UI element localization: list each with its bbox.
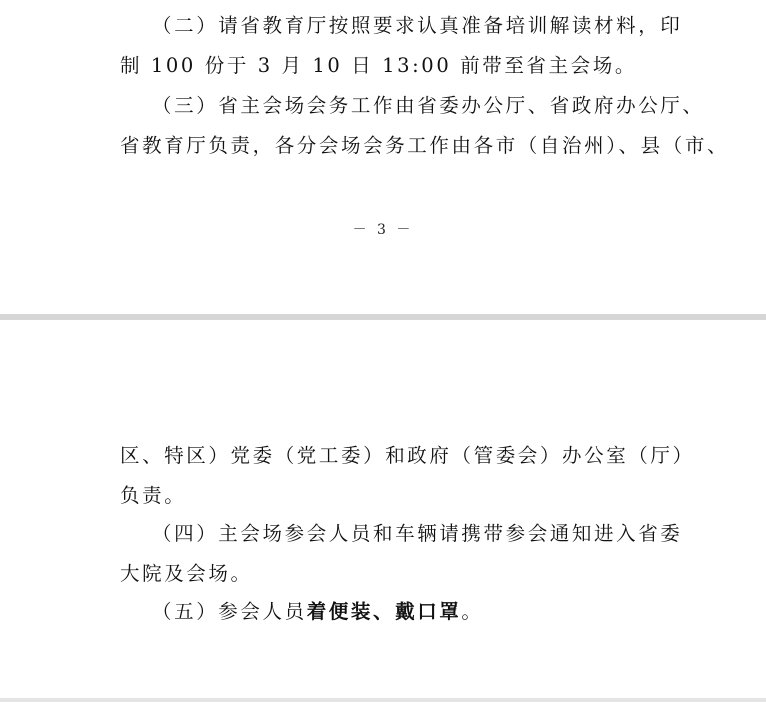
paragraph-3-line-4: 负责。 [120, 484, 187, 507]
page-3 [0, 0, 766, 314]
page-4 [0, 320, 766, 702]
paragraph-3-line-3: 区、特区）党委（党工委）和政府（管委会）办公室（厅） [120, 444, 695, 467]
paragraph-2-line-1: （二）请省教育厅按照要求认真准备培训解读材料，印 [152, 14, 683, 37]
paragraph-5-text: （五）参会人员 [152, 600, 307, 623]
paragraph-4-line-2: 大院及会场。 [120, 562, 253, 585]
paragraph-3-line-2: 省教育厅负责，各分会场会务工作由各市（自治州）、县（市、 [120, 134, 730, 157]
paragraph-5-bold-text: 着便装、戴口罩 [306, 600, 462, 623]
page-bottom-edge [0, 698, 766, 702]
paragraph-3-line-1: （三）省主会场会务工作由省委办公厅、省政府办公厅、 [152, 94, 705, 117]
page-number: － 3 － [352, 222, 414, 238]
paragraph-5-end: 。 [461, 600, 484, 623]
paragraph-5-line-1 [152, 596, 484, 624]
paragraph-2-line-2: 制 100 份于 3 月 10 日 13:00 前带至省主会场。 [120, 54, 637, 77]
paragraph-4-line-1: （四）主会场参会人员和车辆请携带参会通知进入省委 [152, 522, 683, 545]
